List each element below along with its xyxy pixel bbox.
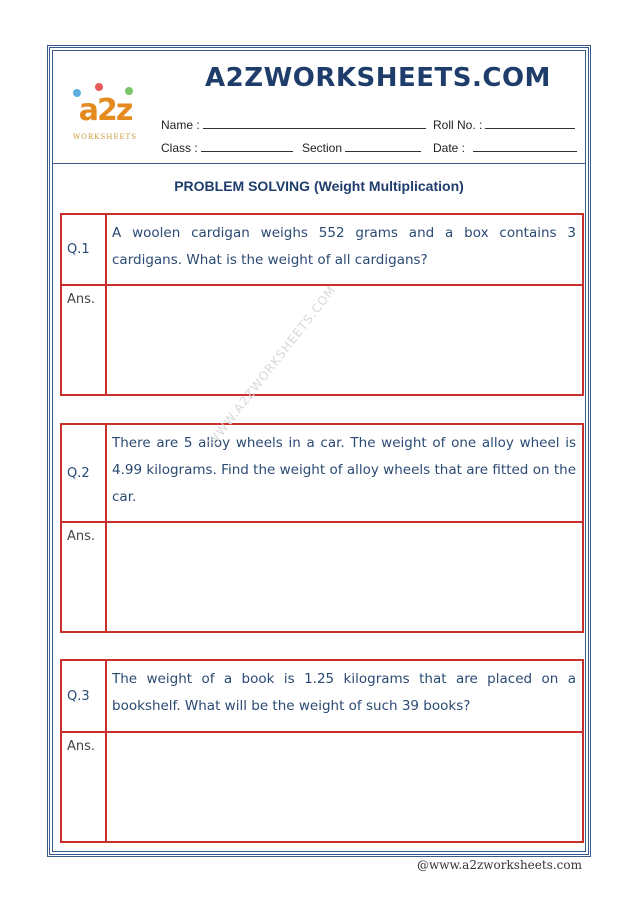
watermark: WWW.A2ZWORKSHEETS.COM	[205, 282, 339, 449]
answer-label-3: Ans.	[62, 733, 107, 841]
question-text-2: There are 5 alloy wheels in a car. The weight of one alloy wheel is 4.99 kilograms. Find the weight of alloy wheels that are fitted on the car.	[112, 435, 576, 505]
class-input-line[interactable]	[201, 140, 293, 152]
name-label: Name :	[161, 118, 200, 132]
class-label: Class :	[161, 141, 198, 155]
question-number-2: Q.2	[62, 425, 107, 521]
footer-url: @www.a2zworksheets.com	[416, 858, 582, 872]
site-title: A2ZWORKSHEETS.COM	[205, 63, 551, 93]
answer-label-1: Ans.	[62, 286, 107, 394]
roll-label: Roll No. :	[433, 118, 483, 132]
worksheet-frame	[47, 45, 591, 857]
worksheet-inner-frame	[52, 50, 586, 852]
date-field	[433, 140, 577, 155]
name-input-line[interactable]	[203, 117, 426, 129]
question-row-3	[62, 661, 582, 733]
worksheet-subtitle: PROBLEM SOLVING (Weight Multiplication)	[174, 178, 464, 194]
date-input-line[interactable]	[473, 140, 577, 152]
answer-row-2	[62, 523, 582, 631]
site-logo	[65, 87, 145, 147]
question-row-1	[62, 215, 582, 286]
logo-mark: a2z	[78, 93, 132, 128]
answer-label-2: Ans.	[62, 523, 107, 631]
answer-space-3[interactable]	[107, 733, 582, 841]
logo-subtext: WORKSHEETS	[72, 133, 138, 141]
question-block-3	[60, 659, 584, 843]
question-number-1: Q.1	[62, 215, 107, 284]
section-input-line[interactable]	[345, 140, 421, 152]
question-block-2	[60, 423, 584, 633]
question-text-1: A woolen cardigan weighs 552 grams and a box contains 3 cardigans. What is the weight of all cardigans?	[112, 225, 576, 268]
roll-field	[433, 117, 575, 132]
section-label: Section	[302, 141, 343, 155]
name-field	[161, 117, 426, 132]
answer-row-3	[62, 733, 582, 841]
roll-input-line[interactable]	[485, 117, 575, 129]
class-field	[161, 140, 293, 155]
date-label: Date :	[433, 141, 466, 155]
answer-space-2[interactable]	[107, 523, 582, 631]
question-row-2	[62, 425, 582, 523]
answer-space-1[interactable]	[107, 286, 582, 394]
question-number-3: Q.3	[62, 661, 107, 731]
section-field	[302, 140, 421, 155]
question-text-3: The weight of a book is 1.25 kilograms that are placed on a bookshelf. What will be the weight of such 39 books?	[112, 671, 576, 714]
worksheet-header	[53, 51, 585, 164]
